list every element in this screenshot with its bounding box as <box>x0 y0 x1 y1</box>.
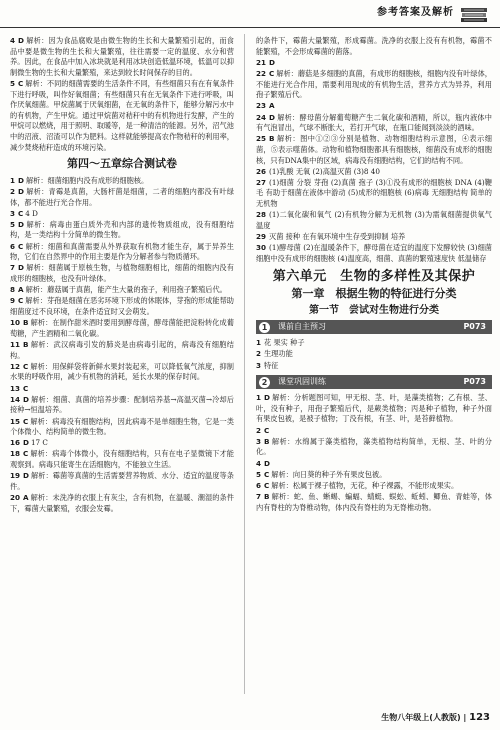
answer-item <box>10 220 234 241</box>
item-answer: D <box>18 186 24 196</box>
header-title: 参考答案及解析 <box>377 7 454 18</box>
item-answer: C <box>18 78 24 88</box>
footer-page-number: 123 <box>469 712 490 724</box>
item-answer: C <box>23 449 29 459</box>
item-answer: C <box>23 383 29 393</box>
answer-item <box>10 395 234 416</box>
item-number: 1 <box>10 175 16 185</box>
answer-item <box>10 209 234 220</box>
item-answer: D <box>18 263 24 273</box>
item-text: 解析：病毒没有细胞结构，因此病毒不是单细胞生物，它是一类个体微小、结构简单的微生物。 <box>10 416 234 437</box>
band-classroom <box>256 375 492 389</box>
answer-item <box>256 481 492 492</box>
item-number: 11 <box>10 339 21 349</box>
answer-item <box>10 438 234 449</box>
answer-item <box>256 167 492 178</box>
item-number: 18 <box>10 449 21 459</box>
item-answer: C <box>264 469 270 479</box>
answer-item <box>10 176 234 187</box>
band-label: 课前自主预习 <box>278 322 326 332</box>
item-number: 2 <box>256 425 262 435</box>
item-number: 5 <box>10 78 16 88</box>
item-number: 6 <box>256 480 262 490</box>
chapter-title: 第一章 根据生物的特征进行分类 <box>291 287 457 300</box>
left-test-items <box>10 176 234 515</box>
item-answer: B <box>23 339 29 349</box>
item-text: (1)酵母菌 (2)在温暖条件下，酵母菌在适宜的温度下发酵较快 (3)细菌 细胞中没有成形的细胞核 (4)温度高，细菌、真菌的繁殖速度快 低温储存 <box>256 243 492 263</box>
item-answer: C <box>23 361 29 371</box>
item-text: 解析：未洗净的衣服上有灰尘，含有机物，在温暖、潮湿的条件下，霉菌大量繁殖，衣服会发霉。 <box>10 493 234 513</box>
band-label: 课堂巩固训练 <box>278 377 326 387</box>
item-answer: D <box>269 57 275 67</box>
answer-item <box>256 426 492 437</box>
item-number: 14 <box>10 394 21 404</box>
band-preview <box>256 320 492 334</box>
answer-item <box>256 338 492 349</box>
item-answer: C <box>18 296 24 306</box>
item-text: (1)二氧化碳和氧气 (2)有机物分解为无机物 (3)为需氧细菌提供氧气 温度 <box>256 210 492 230</box>
right-column <box>256 36 492 514</box>
item-text: 生理功能 <box>264 349 293 359</box>
item-text: 解析：蘑菇属于真菌，能产生大量的孢子，利用孢子繁殖后代。 <box>25 285 227 295</box>
item-answer: D <box>264 458 270 468</box>
page-footer: 生物八年级上(人教版) | 123 <box>381 712 490 724</box>
item-number: 22 <box>256 68 267 78</box>
item-text: 花 果实 种子 <box>264 338 305 348</box>
item-number: 2 <box>256 349 262 359</box>
item-text: 17 C <box>30 438 48 448</box>
item-text: 解析：蛇、鱼、蜥蜴、蝙蝠、蜻蜓、蜈蚣、蚯蚓、鲫鱼、青蛙等，体内有脊柱的为脊椎动物，体内没有脊柱的为无脊椎动物。 <box>256 492 492 512</box>
band-number: 1 <box>259 322 270 333</box>
answer-item <box>256 58 492 69</box>
item-number: 26 <box>256 166 267 176</box>
test-section-title: 第四～五章综合测试卷 <box>67 157 177 171</box>
answer-item <box>256 134 492 166</box>
item-text: 解析：因为食品腐败是由微生物的生长和大量繁殖引起的，而食品中要是微生物的生长和大量繁殖，往往需要一定的温度、水分和营养。因此，在食品中加入冰块就是利用冰块创造低温环境，低温可以抑制微生物的生长和大量繁殖，来达到较长时间保存的目的。 <box>10 36 234 77</box>
answer-item <box>256 101 492 112</box>
band-page: P073 <box>463 322 486 332</box>
unit-title: 第六单元 生物的多样性及其保护 <box>272 269 476 285</box>
item-answer: A <box>269 101 275 111</box>
item-text: 灭菌 接种 在有氧环境中生存受到抑制 培养 <box>269 232 406 242</box>
item-number: 30 <box>256 243 267 253</box>
left-column <box>10 36 234 515</box>
item-text: 特征 <box>264 360 279 370</box>
item-answer: C <box>264 425 270 435</box>
answer-item <box>10 417 234 438</box>
answer-item <box>256 178 492 210</box>
answer-item <box>10 263 234 284</box>
item-text: 解析：霉菌等真菌的生活需要营养物质、水分、适宜的温度等条件。 <box>10 471 234 491</box>
item-text: 解析：青霉是真菌，大肠杆菌是细菌，二者的细胞内都没有叶绿体，都不能进行光合作用。 <box>10 186 234 207</box>
preview-items <box>256 338 492 371</box>
answer-item <box>10 340 234 361</box>
item-number: 24 <box>256 112 267 122</box>
item-text: 解析：芽孢是细菌在恶劣环境下形成的休眠体，芽孢的形成能帮助细菌度过不良环境，在条件适宜时又会萌发。 <box>10 296 234 316</box>
page-header <box>0 0 500 28</box>
item-text: 解析：图中①②③分别是植物、动物细胞结构示意图，④表示细菌，⑤表示噬菌体。动物和植物细胞都具有细胞核，细菌没有成形的细胞核，只有DNA集中的区域，病毒没有细胞结构，它们的结构不同。 <box>256 134 492 165</box>
item-answer: D <box>18 36 24 45</box>
item-answer: C <box>23 416 29 426</box>
item-text: 解析：用保鲜袋将新鲜水果封装起来，可以降低氧气浓度，抑制水果的呼吸作用，减少有机物的消耗，延长水果的保存时间。 <box>10 361 234 382</box>
answer-item <box>10 296 234 317</box>
answer-item <box>10 242 234 263</box>
answer-item <box>256 210 492 231</box>
answer-item <box>256 349 492 360</box>
item-answer: D <box>18 175 24 185</box>
item-text: 解析：病毒个体微小，没有细胞结构，只有在电子显微镜下才能观察到。病毒只能寄生在活细胞内，不能独立生活。 <box>10 449 234 470</box>
right-top-text: 的条件下，霉菌大量繁殖，形成霉菌。洗净的衣服上没有有机物，霉菌不能繁殖，不会形成霉菌的菌落。 <box>256 36 492 56</box>
item-text: 4 D <box>25 208 38 218</box>
item-number: 7 <box>256 492 262 502</box>
answer-item <box>10 384 234 395</box>
item-text: 解析：蘑菇是多细胞的真菌，有成形的细胞核，细胞内没有叶绿体，不能进行光合作用，需要利用现成的有机物生活，营养方式为异养，利用孢子繁殖后代。 <box>256 68 492 100</box>
item-number: 27 <box>256 177 267 187</box>
item-number: 4 <box>10 36 16 45</box>
books-icon <box>460 6 488 24</box>
item-answer: B <box>23 318 29 328</box>
item-answer: B <box>269 134 275 144</box>
item-number: 1 <box>256 338 262 348</box>
item-number: 15 <box>10 416 21 426</box>
answer-item <box>10 493 234 514</box>
item-number: 3 <box>256 436 262 446</box>
item-answer: D <box>23 471 29 481</box>
column-divider <box>244 34 245 694</box>
item-answer: B <box>264 436 270 446</box>
answer-item <box>256 470 492 481</box>
classroom-items <box>256 393 492 513</box>
answer-item <box>10 285 234 296</box>
item-number: 4 <box>256 458 262 468</box>
item-text: 解析：酵母菌分解葡萄糖产生二氧化碳和酒精，所以，瓶内液体中有气泡冒出，气球不断胀大，若打开气球，在瓶口能闻到淡淡的酒味。 <box>256 112 492 133</box>
item-answer: D <box>23 394 29 404</box>
item-text: 解析：向日葵的种子外有果皮包被。 <box>271 469 387 479</box>
item-number: 10 <box>10 318 21 328</box>
item-number: 3 <box>256 360 262 370</box>
answer-item <box>256 232 492 243</box>
item-text: (1)细菌 分裂 芽孢 (2)真菌 孢子 (3)①没有成形的细胞核 DNA (4)鞭毛 有助于细菌在液体中游动 (5)成形的细胞核 (6)病毒 无细胞结构 简单的无机物 <box>256 177 492 209</box>
item-number: 8 <box>10 285 16 295</box>
item-number: 5 <box>256 469 262 479</box>
answer-item <box>256 437 492 458</box>
item-number: 21 <box>256 57 267 67</box>
item-number: 2 <box>10 186 16 196</box>
item-text: 解析：细菌细胞内没有成形的细胞核。 <box>25 175 149 185</box>
answer-item <box>10 471 234 492</box>
item-number: 20 <box>10 493 21 503</box>
item-number: 19 <box>10 471 21 481</box>
answer-item <box>256 69 492 101</box>
item-answer: B <box>264 492 270 502</box>
item-number: 1 <box>256 393 262 403</box>
answer-item <box>10 362 234 383</box>
item-number: 9 <box>10 296 16 306</box>
item-text: 解析：水绵属于藻类植物，藻类植物结构简单，无根、茎、叶的分化。 <box>256 436 492 457</box>
item-text: 解析：武汉病毒引发的肺炎是由病毒引起的，病毒没有细胞结构。 <box>10 339 234 360</box>
item-text: 解析：细菌和真菌需要从外界获取有机物才能生存，属于异养生物，它们在自然界中的作用主要是作为分解者参与物质循环。 <box>10 241 234 262</box>
item-number: 16 <box>10 438 21 448</box>
answer-item <box>10 449 234 470</box>
band-number: 2 <box>259 377 270 388</box>
item-text: 解析：不同的细菌需要的生活条件不同，有些细菌只有在有氧条件下进行呼吸，叫作好氧细菌；有些细菌只有在无氧条件下进行呼吸，叫作厌氧细菌。甲烷菌属于厌氧细菌，在无氧的条件下，能够分解污水中的有机物，产生甲烷。通过甲烷菌对秸秆中的有机物进行发酵，产生的甲烷可以燃烧，用于照明、取暖等，是一种清洁的能源。另外，沼气池中的沼液、沼渣可以作为肥料。这样就能够提高农作物秸秆的利用率，减少焚烧秸秆造成的环境污染。 <box>10 78 234 152</box>
item-number: 29 <box>256 232 267 242</box>
item-answer: D <box>264 393 270 403</box>
answer-item <box>10 79 234 153</box>
answer-item <box>10 318 234 339</box>
answer-item <box>10 36 234 78</box>
item-text: (1)乳酸 无氧 (2)高温灭菌 (3)8 40 <box>269 166 380 176</box>
answer-item <box>256 393 492 425</box>
item-answer: D <box>18 219 24 229</box>
item-answer: C <box>269 68 275 78</box>
answer-item <box>256 459 492 470</box>
item-answer: C <box>18 241 24 251</box>
item-number: 3 <box>10 208 16 218</box>
right-items-b <box>256 167 492 265</box>
item-number: 5 <box>10 219 16 229</box>
band-page: P073 <box>463 377 486 387</box>
item-number: 13 <box>10 383 21 393</box>
item-answer: A <box>23 493 29 503</box>
section-title: 第一节 尝试对生物进行分类 <box>309 304 439 316</box>
item-number: 28 <box>256 210 267 220</box>
item-number: 23 <box>256 101 267 111</box>
item-answer: C <box>18 208 24 218</box>
item-text: 解析：松属于裸子植物，无花，种子裸露，不能形成果实。 <box>271 480 459 490</box>
left-top-items <box>10 36 234 153</box>
item-answer: C <box>264 480 270 490</box>
item-number: 7 <box>10 263 16 273</box>
item-text: 解析：病毒由蛋白质外壳和内部的遗传物质组成，没有细胞结构，是一类结构十分简单的微生物。 <box>10 219 234 240</box>
item-text: 解析：细菌、真菌的培养步骤：配制培养基→高温灭菌→冷却后接种→恒温培养。 <box>10 394 234 415</box>
item-text: 解析：在制作甜米酒时要用到酵母菌，酵母菌能把淀粉转化成葡萄糖，产生酒精和二氧化碳。 <box>10 318 234 338</box>
item-answer: A <box>18 285 24 295</box>
item-number: 12 <box>10 361 21 371</box>
right-items-a <box>256 58 492 166</box>
item-text: 解析：分析题图可知，甲无根、茎、叶，是藻类植物；乙有根、茎、叶，没有种子，用孢子繁殖后代，是蕨类植物；丙是种子植物，种子外面有果皮包被，是被子植物；丁没有根，有茎、叶，是苔藓植物。 <box>256 393 492 424</box>
answer-item <box>256 361 492 372</box>
answer-item <box>10 187 234 208</box>
answer-item <box>256 243 492 264</box>
item-answer: D <box>23 438 29 448</box>
footer-book: 生物八年级上(人教版) <box>381 713 461 723</box>
item-text: 解析：细菌属于原核生物，与植物细胞相比，细菌的细胞内没有成形的细胞核，也没有叶绿体。 <box>10 263 234 284</box>
item-number: 25 <box>256 134 267 144</box>
answer-item <box>256 492 492 513</box>
item-number: 6 <box>10 241 16 251</box>
answer-item <box>256 113 492 134</box>
item-answer: D <box>269 112 275 122</box>
